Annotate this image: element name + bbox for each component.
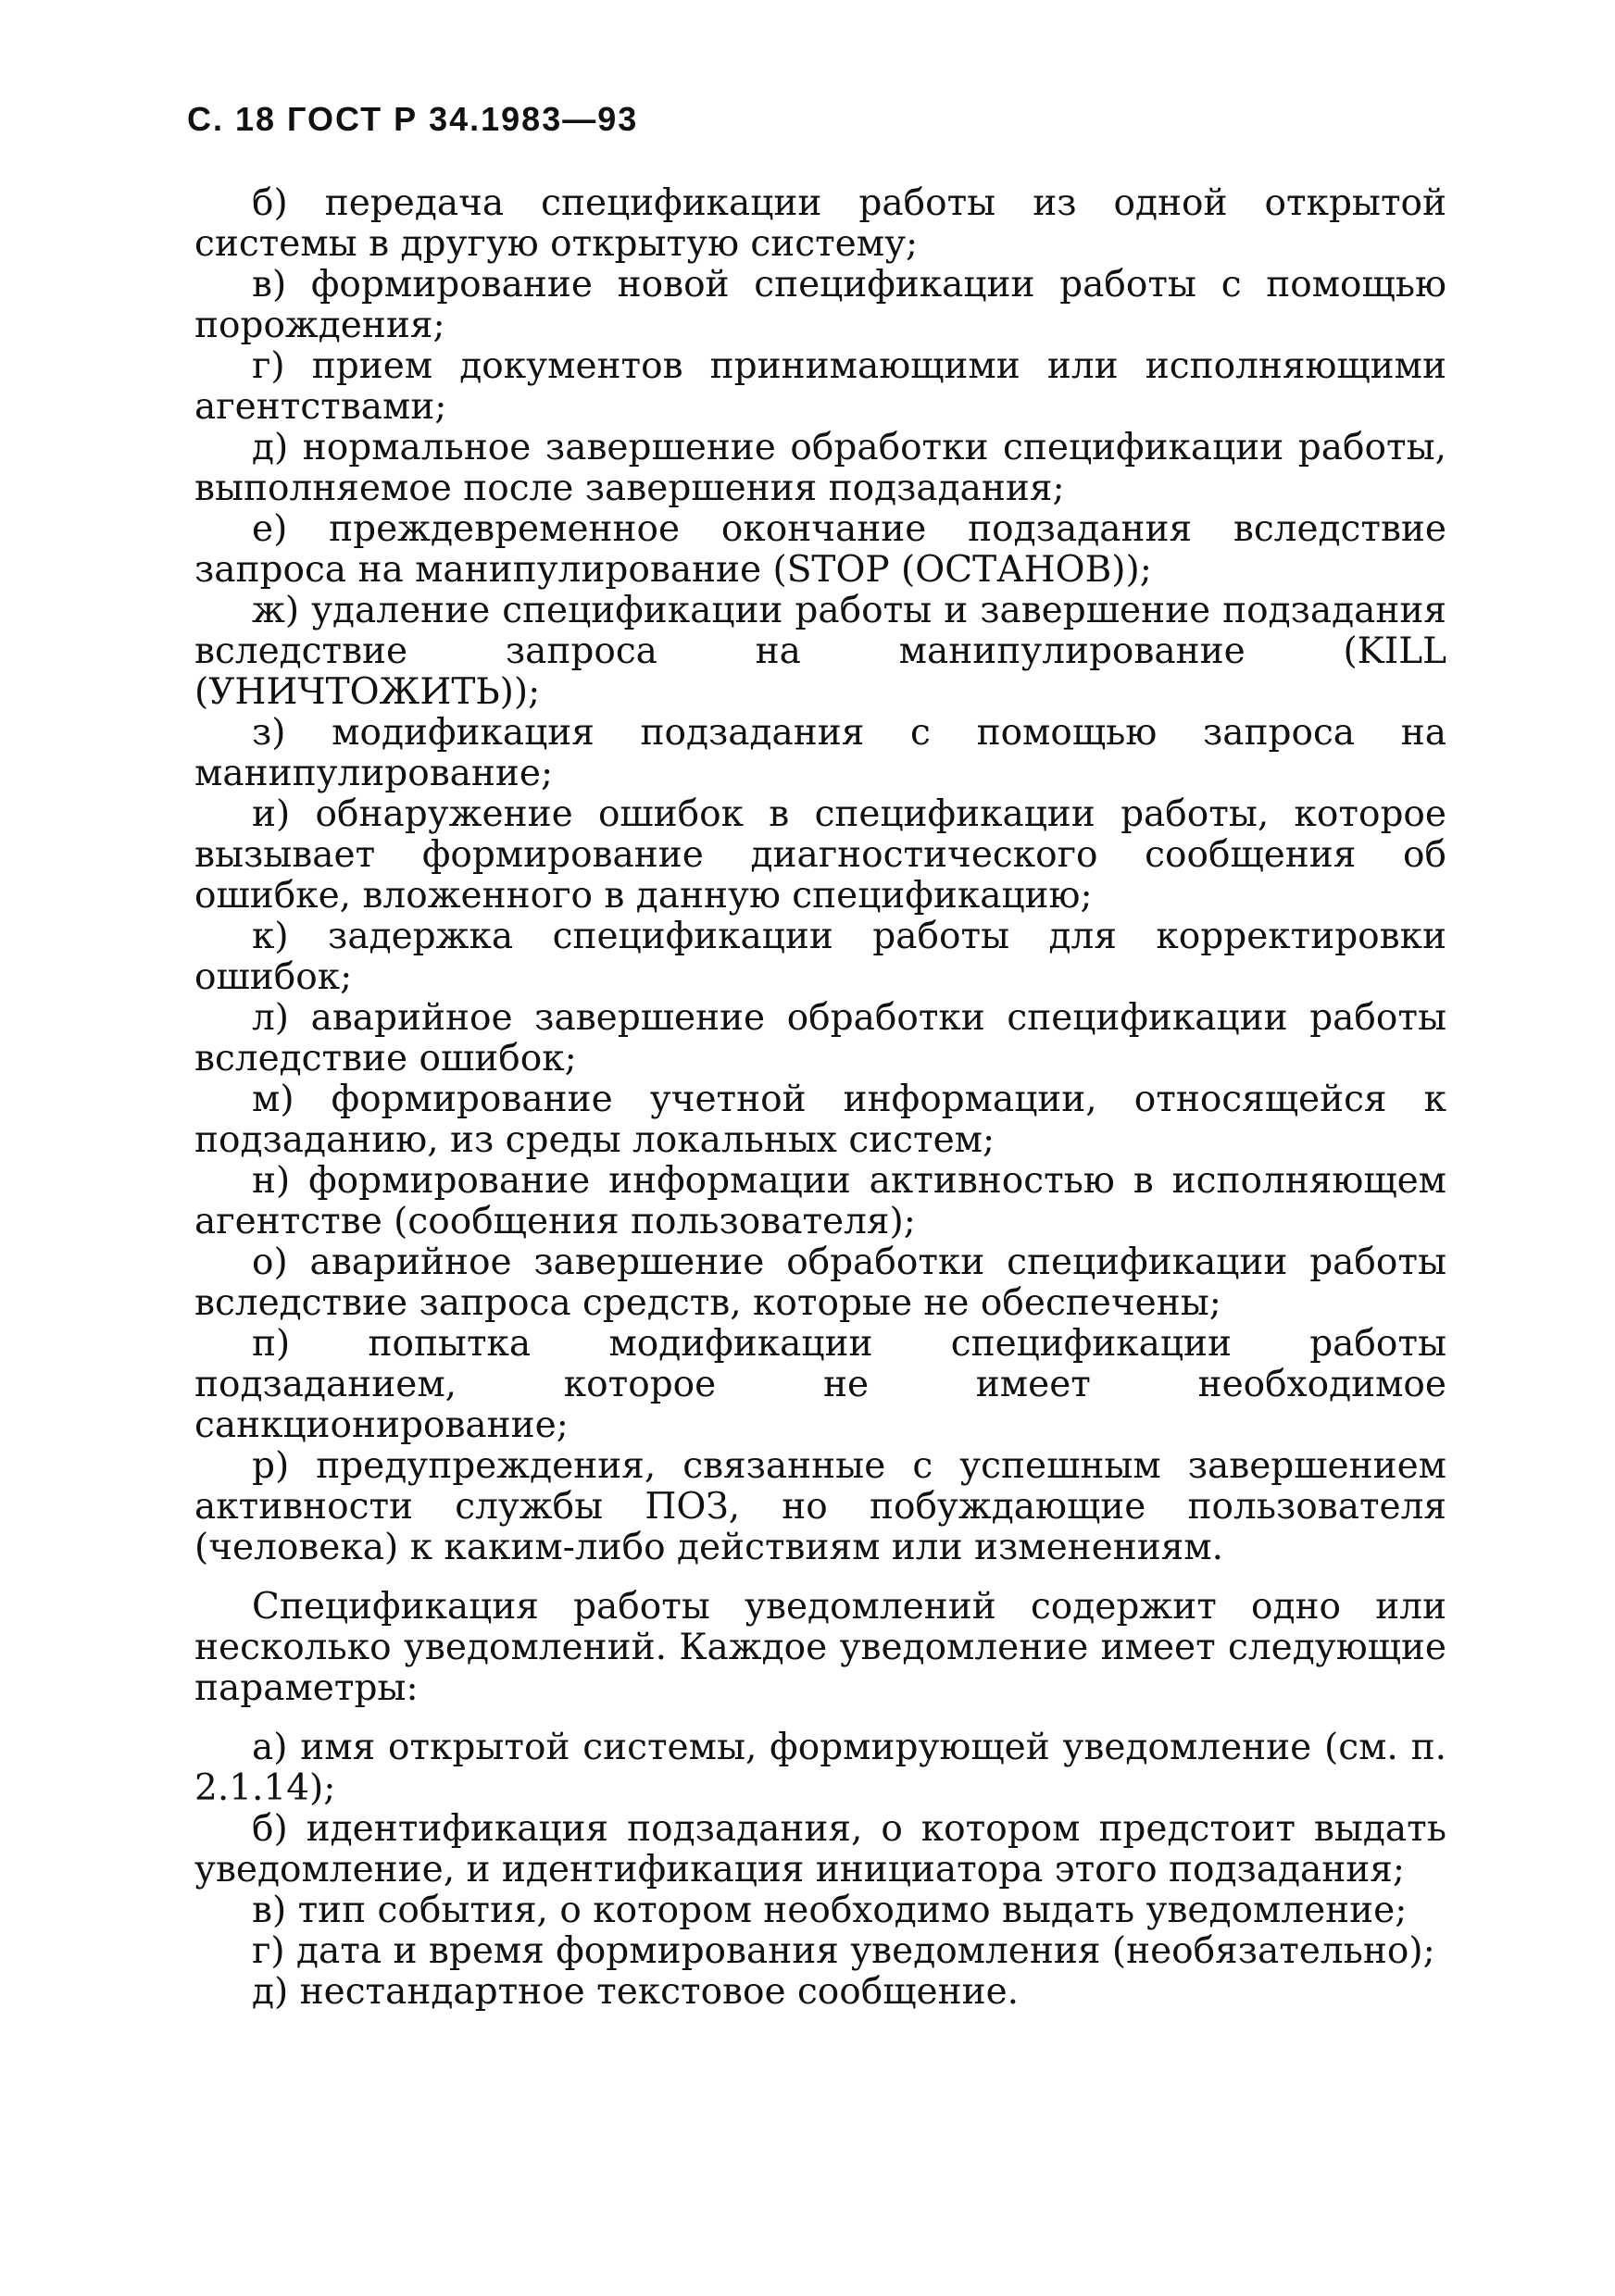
list-item: и) обнаружение ошибок в спецификации работы, которое вызывает формирование диагностического сообщения об ошибке, вложенного в данную спецификацию; (194, 793, 1446, 917)
parameter-item: б) идентификация подзадания, о котором предстоит выдать уведомление, и идентификация инициатора этого подзадания; (194, 1808, 1446, 1890)
list-item: г) прием документов принимающими или исполняющими агентствами; (194, 345, 1446, 428)
parameter-item: г) дата и время формирования уведомления (необязательно); (252, 1930, 1435, 1972)
list-item: п) попытка модификации спецификации работы подзаданием, которое не имеет необходимое санкционирование; (194, 1323, 1446, 1446)
paragraph-gap (194, 1568, 1446, 1587)
list-item: м) формирование учетной информации, относящейся к подзаданию, из среды локальных систем; (194, 1079, 1446, 1161)
list-item: ж) удаление спецификации работы и завершение подзадания вследствие запроса на манипулирование (KILL (УНИЧТОЖИТЬ)); (194, 590, 1446, 713)
page-body (194, 183, 1446, 2013)
list-item: д) нормальное завершение обработки спецификации работы, выполняемое после завершения подзадания; (194, 427, 1446, 509)
list-item: б) передача спецификации работы из одной открытой системы в другую открытую систему; (194, 182, 1446, 265)
running-head: С. 18 ГОСТ Р 34.1983—93 (187, 100, 639, 138)
list-item: л) аварийное завершение обработки спецификации работы вследствие ошибок; (194, 997, 1446, 1079)
paragraph-gap (194, 1709, 1446, 1728)
body-paragraph: Спецификация работы уведомлений содержит одно или несколько уведомлений. Каждое уведомление имеет следующие параметры: (194, 1586, 1446, 1709)
list-item: в) формирование новой спецификации работы с помощью порождения; (194, 264, 1446, 346)
parameter-item: а) имя открытой системы, формирующей уведомление (см. п. 2.1.14); (194, 1727, 1446, 1809)
parameter-item: д) нестандартное текстовое сообщение. (252, 1971, 1020, 2013)
list-item: к) задержка спецификации работы для корректировки ошибок; (194, 916, 1446, 998)
list-item: е) преждевременное окончание подзадания вследствие запроса на манипулирование (STOP (ОСТАНОВ)); (194, 508, 1446, 591)
list-item: н) формирование информации активностью в исполняющем агентстве (сообщения пользователя); (194, 1160, 1446, 1242)
parameter-item: в) тип события, о котором необходимо выдать уведомление; (252, 1890, 1408, 1931)
list-item: р) предупреждения, связанные с успешным завершением активности службы ПОЗ, но побуждающие пользователя (человека) к каким-либо действиям или изменениям. (194, 1445, 1446, 1568)
list-item: з) модификация подзадания с помощью запроса на манипулирование; (194, 712, 1446, 794)
list-item: о) аварийное завершение обработки спецификации работы вследствие запроса средств, которые не обеспечены; (194, 1242, 1446, 1324)
